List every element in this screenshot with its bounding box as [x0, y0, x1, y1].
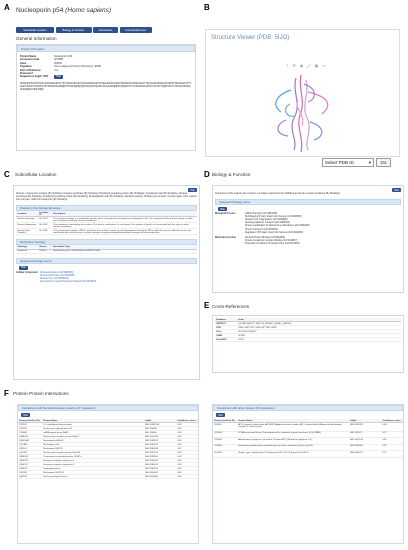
- intact-link[interactable]: EBI-750806: [144, 427, 176, 431]
- confidence-score: 0.96: [176, 427, 198, 431]
- cc-terms: Cellular Component Nuclear Envelope (GO:0005635) Nuclear Membrane (GO:0031965) Nuclear Pore (GO:0005643) Nuclear Pore Central Transport Channel (GO:0044613): [16, 271, 97, 283]
- nav-button-crossref[interactable]: Cross-References: [120, 27, 152, 33]
- viewer-toolbar: [286, 63, 326, 68]
- go-term-link[interactable]: Protein Transport (GO:0015031): [245, 228, 278, 231]
- confidence-score: 0.56: [176, 443, 198, 447]
- chevron-down-icon: ▾: [368, 159, 371, 165]
- panel-letter-c: C: [4, 170, 10, 179]
- other-interactions-table: Partner (UniProt ID) Partner Name IntAct Confidence score P63010 AP-2 complex subunit beta (AP105B) (Adaptor protein complex AP-2 subunit beta) (Adaptor-related protein complex 2 subunit beta) EBI-1052453 0.56 Q15004 PCNA-associated factor (Overexpressed in anaplastic thyroid carcinoma 2) (p15PAF) EBI-745074 0.27 P20404 Adenomatous polyposis coli protein (Protein APC) (Deleted in polyposis 2.5) EBI-1407108 0.56 O14964 Hepatocyte growth factor-regulated tyrosine kinase substrate (Protein pp110) EBI-1045862 0.78 P51953 Kinetin, type I cytokeratin 13 (Cytokeratin-13) (CK-13) (Keratin-13) (K13) EBI-1045471 0.27: [213, 419, 403, 458]
- fullscreen-icon[interactable]: ▭: [322, 63, 327, 68]
- confidence-score: 0.78: [381, 444, 403, 451]
- topology-header: Membrane Topology: [16, 239, 197, 245]
- cc-hide-button[interactable]: Hide: [19, 266, 28, 270]
- crossref-card: [212, 315, 404, 373]
- other-hide-button[interactable]: Hide: [216, 413, 225, 417]
- other-interactions-header: Interactions with other proteins (72 interactors): [213, 405, 403, 411]
- partner-name: Exosome complex component 5: [42, 463, 144, 467]
- table-row: UNIPROT Q7Z3B4 B3KXC7 B4DTS0 Q96GE7 Q96HL2 Q9BVF6: [215, 322, 401, 326]
- settings-icon[interactable]: ⚙: [292, 63, 296, 68]
- info-row: Sequence (Length: 507) Hide: [20, 75, 192, 78]
- nav-button-interactions[interactable]: Interactions: [93, 27, 118, 33]
- partner-id-link[interactable]: P37198: [18, 427, 42, 431]
- nav-button-subcellular[interactable]: Subcellular Location: [16, 27, 54, 33]
- info-row: Gene NUP54: [20, 61, 63, 65]
- biology-card: [212, 185, 404, 293]
- species-name: (Homo sapiens): [65, 7, 112, 14]
- pdb-select-group: [322, 158, 391, 167]
- partner-name: Nuclear pore complex protein Nup160: [42, 451, 144, 455]
- screenshot-icon[interactable]: ▣: [314, 63, 319, 68]
- panel-letter-b: B: [204, 3, 210, 12]
- confidence-score: 0.27: [381, 451, 403, 458]
- confidence-score: 0.56: [176, 459, 198, 463]
- partner-name: Nucleoporin NUP35: [42, 447, 144, 451]
- confidence-score: 0.47: [176, 447, 198, 451]
- subcellular-hide-button[interactable]: Hide: [188, 188, 197, 192]
- partner-id-link[interactable]: P82970: [18, 423, 42, 427]
- table-row: [18, 475, 198, 479]
- page-title: [16, 7, 201, 14]
- cc-ontology-header: Assigned Ontology terms: [16, 258, 197, 264]
- partner-id-link[interactable]: O14964: [213, 444, 237, 451]
- partner-name: Nucleoporin p54: [42, 443, 144, 447]
- general-heading: General Information: [16, 36, 57, 41]
- partner-id-link[interactable]: P20404: [213, 438, 237, 445]
- partner-name: Isoprenylcysteine: [42, 467, 144, 471]
- go-term-link[interactable]: NLS-Bearing Protein Import Into Nucleus (GO:0006607): [245, 216, 302, 219]
- info-row: Protein Name Nucleoporin p54: [20, 55, 73, 58]
- panel-c: [13, 172, 200, 380]
- intact-link[interactable]: EBI-2683500: [144, 455, 176, 459]
- partner-name: Nuclear pore glycoprotein p62: [42, 427, 144, 431]
- intact-link[interactable]: EBI-745074: [349, 431, 381, 438]
- intact-link[interactable]: EBI-2866036: [144, 447, 176, 451]
- positions-header: Position in the Nuclear Envelope: [16, 205, 197, 211]
- go-term-link[interactable]: Structural Constituent Of Nuclear Pore (GO:0017056): [245, 242, 300, 245]
- crossref-heading: Cross-References: [212, 304, 250, 309]
- confidence-score: 0.56: [176, 431, 198, 435]
- go-term-link[interactable]: Nuclear Pore Organization (GO:0006999): [245, 219, 288, 222]
- partner-name: AP-2 complex subunit beta (AP105B) (Adaptor protein complex AP-2 subunit beta) (Adaptor-related protein complex 2 subunit beta): [237, 423, 349, 432]
- ne-interactions-card: [17, 404, 199, 544]
- confidence-score: 0.56: [176, 475, 198, 479]
- biology-summary: Component of the nuclear pore complex, a complex required for the trafficking across the nuclear membrane (By Similarity).: [215, 193, 341, 195]
- protein-info-header: Protein Information: [17, 45, 195, 52]
- confidence-score: 0.56: [381, 423, 403, 432]
- subcellular-card: [13, 185, 200, 380]
- table-row: Nuclear Pore Complex SL-0185 The nuclear pore complex (NPC) constitutes the exclusive means of nucleocytoplasmic transport. NPCs allow the passive diffusion of ions and small molecules and the active, nuclear transport receptor-mediated bidirectional transport of macromolecules.: [16, 229, 197, 235]
- go-term-link[interactable]: Nuclear Pore (GO:0005643): [40, 277, 69, 280]
- partner-id-link[interactable]: Q12769: [18, 451, 42, 455]
- confidence-score: 0.27: [381, 431, 403, 438]
- mf-terms: Molecular Function Identical Protein Binding (GO:0042802) Protein-Containing Complex Binding (GO:0044877) Structural Constituent Of Nuclear Pore (GO:0017056): [215, 236, 300, 245]
- confidence-score: 0.35: [176, 423, 198, 427]
- positions-table: Location Location ID Description Nuclear Envelope SL-0178 The nuclear envelope is a membrane system which surrounds the nucleoplasm of eukaryotic cells. It is composed of the nuclear lamina, nuclear pore complexes and two nuclear membranes. Nucleus Membrane SL-0182 The membrane surrounding the nucleus. This term is used when it is not known if the protein is found in or associated with the inner or outer nuclear membrane. Nuclear Pore Complex SL-0185 The nuclear pore complex (NPC) constitutes the exclusive means of nucleocytoplasmic transport. NPCs allow the passive diffusion of ions and small molecules and the active, nuclear transport receptor-mediated bidirectional transport of macromolecules.: [16, 211, 197, 235]
- bp-terms: Biological Process mRNA Transport (GO:0051028) NLS-Bearing Protein Import Into Nucleus (GO:0006607) Nuclear Pore Organization (GO:0006999) Nucleocytoplasmic Transport (GO:0006913) Protein Localization To Nuclear Inner Membrane (GO:0036228) Protein Transport (GO:0015031) Regulation Of Protein Import Into Nucleus (GO:0042306): [215, 213, 310, 234]
- partner-name: Nuclear transport factor 2: [42, 475, 144, 479]
- go-term-link[interactable]: Nuclear Pore Central Transport Channel (GO:0044613): [40, 280, 97, 283]
- intact-link[interactable]: EBI-2685512: [144, 463, 176, 467]
- bio-ontology-header: Assigned Ontology terms: [215, 199, 401, 205]
- partner-name: Nucleoporin NUP153: [42, 471, 144, 475]
- partner-name: PCNA-associated factor (Overexpressed in anaplastic thyroid carcinoma 2) (p15PAF): [237, 431, 349, 438]
- protein-title: Nucleoporin p54: [16, 7, 64, 14]
- go-term-link[interactable]: mRNA Transport (GO:0051028): [245, 213, 278, 216]
- biology-hide-button[interactable]: Hide: [392, 188, 401, 192]
- partner-id-link[interactable]: Q9HCE7: [18, 463, 42, 467]
- nav-button-biology[interactable]: Biology & Function: [56, 27, 92, 33]
- confidence-score: 0.56: [176, 435, 198, 439]
- go-term-link[interactable]: Nucleocytoplasmic Transport (GO:0006913): [245, 222, 290, 225]
- intact-link[interactable]: EBI-1045471: [349, 451, 381, 458]
- sequence-hide-button[interactable]: Hide: [54, 75, 63, 78]
- partner-id-link[interactable]: Q9NWT6: [18, 459, 42, 463]
- table-row: [213, 423, 403, 432]
- partner-name: Adenomatous polyposis coli protein (Protein APC) (Deleted in polyposis 2.5): [237, 438, 349, 445]
- panel-e: [212, 304, 404, 373]
- panel-letter-a: A: [4, 3, 10, 12]
- partner-id-link[interactable]: P63010: [213, 423, 237, 432]
- go-term-link[interactable]: Protein-Containing Complex Binding (GO:0044877): [245, 239, 298, 242]
- partner-name: Hepatocyte growth factor-regulated tyrosine kinase substrate (Protein pp110): [237, 444, 349, 451]
- info-row: Accession Code Q7Z3B4: [20, 58, 64, 62]
- partner-name: Nuclear pore complex protein Nup37: [42, 435, 144, 439]
- confidence-score: 0.56: [381, 438, 403, 445]
- intact-link[interactable]: EBI-2685413: [144, 443, 176, 447]
- confidence-score: 0.56: [176, 467, 198, 471]
- intact-link[interactable]: EBI-1045862: [349, 444, 381, 451]
- ne-interactions-table: Partner (UniProt ID) Partner Name IntAct Confidence score P82970 2-O-methyltransferase-region EBI-10691390 0.35 P37198 Nuclear pore glycoprotein p62 EBI-750806 0.96 P78406 mRNA export factor RAE1 EBI-744656 0.56 Q8NFH4 Nuclear pore complex protein Nup37 EBI-1047404 0.56 Q8WUM0 Nucleoporin p58/p45 EBI-1049142 0.56 Q7Z3B4 Nucleoporin p54 EBI-2685413 0.56 Q9BVL2 Nucleoporin NUP35 EBI-2866036 0.47 Q12769 Nuclear pore complex protein Nup160 EBI-1057191 0.46 Q8NFH3 Centromere-associated protein CENP-L EBI-2683500 0.46 Q9NWT6 Exosome complex component 1 EBI-1045780 0.56 Q9HCE7 Exosome complex component 5 EBI-2685512 0.56 Q9H019 Isoprenylcysteine EBI-2863104 0.56 P49790 Nucleoporin NUP153 EBI-2604502 0.56 Q8N1F7 Nuclear transport factor 2 EBI-1045668 0.56: [18, 419, 198, 479]
- table-row: Nuclear Envelope SL-0178 The nuclear envelope is a membrane system which surrounds the nucleoplasm of eukaryotic cells. It is composed of the nuclear lamina, nuclear pore complexes and two nuclear membranes.: [16, 217, 197, 223]
- go-term-link[interactable]: Nuclear Membrane (GO:0031965): [40, 274, 75, 277]
- other-interactions-card: [212, 404, 404, 544]
- partner-name: Exosome complex component 1: [42, 459, 144, 463]
- camera-icon[interactable]: ◉: [299, 63, 304, 68]
- partner-name: 2-O-methyltransferase-region: [42, 423, 144, 427]
- confidence-score: 0.56: [176, 439, 198, 443]
- intact-link[interactable]: EBI-1049142: [144, 439, 176, 443]
- partner-id-link[interactable]: P78406: [18, 431, 42, 435]
- partner-id-link[interactable]: Q15004: [213, 431, 237, 438]
- confidence-score: 0.56: [176, 463, 198, 467]
- panel-letter-e: E: [204, 301, 210, 310]
- expand-icon[interactable]: ⤢: [307, 63, 311, 68]
- ne-hide-button[interactable]: Hide: [21, 413, 30, 417]
- partner-name: Nucleoporin p58/p45: [42, 439, 144, 443]
- topology-table: Topology Source Annotation Type Peripheral UniProt By Similarity (ECO:0000250|UniProtKB:P70582): [16, 245, 197, 253]
- panel-d: [212, 172, 404, 293]
- partner-name: mRNA export factor RAE1: [42, 431, 144, 435]
- intact-link[interactable]: EBI-1407108: [349, 438, 381, 445]
- table-row: DisGeNET 53371: [215, 338, 401, 342]
- partner-id-link[interactable]: P51953: [213, 451, 237, 458]
- intact-link[interactable]: EBI-2863104: [144, 467, 176, 471]
- subcellular-heading: Subcellular Location: [15, 172, 57, 177]
- table-row: Pfam PF13874 PF18437: [215, 330, 401, 334]
- intact-link[interactable]: EBI-1045668: [144, 475, 176, 479]
- table-row: OMIM 607607: [215, 334, 401, 338]
- intact-link[interactable]: EBI-2604502: [144, 471, 176, 475]
- viewer-title: Structure Viewer (PDB: 5IJO): [211, 35, 290, 41]
- intact-link[interactable]: EBI-1047404: [144, 435, 176, 439]
- go-term-link[interactable]: Regulation Of Protein Import Into Nucleus (GO:0042306): [245, 231, 303, 234]
- biology-heading: Biology & Function: [212, 172, 251, 177]
- partner-name: Kinetin, type I cytokeratin 13 (Cytokeratin-13) (CK-13) (Keratin-13) (K13): [237, 451, 349, 458]
- panel-letter-f: F: [4, 389, 9, 398]
- table-row: [213, 451, 403, 458]
- table-row: PDB 4JNU 4JNV 5IJO 5IJN 5IJP 7R5J 7R5K: [215, 326, 401, 330]
- sequence-text: MAFNFGAPSGTSGTAAATAAPAGGFGGFGTTSGTFGGFGSFGGTAASTAAASGFGGFSTSSGFGGFGGTSAATSSGFGGFGTGSGFGGFGTTSGFGGFGAGSGFGGFGQPSTSSGGFGGFGTTSAAATSAAFGTTGFGGFGTSTSSGFGSFGAQPQPSTFGAFGQPQQTQPFGGFGGTSQAAPLAFSLGAFGQQPAATQSGFGTGTLFGGGSSAFGAPSLFSTGATTSQSTGFGTTTAFAAATPASSLGFGGQPQALFNSFGQNQ: [20, 81, 191, 91]
- info-row: Part of Reference Proteome? Yes: [20, 68, 59, 76]
- panel-b: [205, 7, 403, 167]
- ppi-heading: Protein-Protein Interactions: [13, 391, 69, 396]
- crossref-table: Database Links UNIPROT Q7Z3B4 B3KXC7 B4DTS0 Q96GE7 Q96HL2 Q9BVF6 PDB 4JNU 4JNV 5IJO 5IJN 5IJP 7R5J 7R5K Pfam PF13874 PF18437 OMIM 607607 DisGeNET 53371: [215, 318, 401, 342]
- confidence-score: 0.46: [176, 455, 198, 459]
- help-icon[interactable]: ?: [286, 63, 289, 68]
- intact-link[interactable]: EBI-744656: [144, 431, 176, 435]
- go-button[interactable]: Go: [376, 158, 391, 167]
- go-term-link[interactable]: Nuclear Envelope (GO:0005635): [40, 271, 74, 274]
- info-row: Organism Homo sapiens (Human) (Taxonomy: 9606): [20, 65, 102, 69]
- intact-link[interactable]: EBI-1057191: [144, 451, 176, 455]
- protein-info-card: [16, 44, 196, 151]
- intact-link[interactable]: EBI-1045780: [144, 459, 176, 463]
- structure-viewer[interactable]: [205, 29, 400, 157]
- partner-id-link[interactable]: Q7Z3B4: [18, 443, 42, 447]
- table-row: Nucleus Membrane SL-0182 The membrane surrounding the nucleus. This term is used when it is not known if the protein is found in or associated with the inner or outer nuclear membrane.: [16, 223, 197, 229]
- partner-id-link[interactable]: Q9H019: [18, 467, 42, 471]
- intact-link[interactable]: EBI-1052453: [349, 423, 381, 432]
- confidence-score: 0.56: [176, 471, 198, 475]
- partner-id-link[interactable]: Q9BVL2: [18, 447, 42, 451]
- partner-id-link[interactable]: Q8NFH3: [18, 455, 42, 459]
- panel-f: [13, 391, 404, 396]
- subcellular-summary: Nucleus, nuclear pore complex (By Similarity). Nucleus membrane (By Similarity); Peripheral membrane protein (By Similarity); Cytoplasmic side (By Similarity). Nucleus membrane (By Similarity); Peripheral membrane protein (By Similarity); Nucleoplasmic side (By Similarity). Nuclear envelope; Nuclear pore complex. Central region of the nuclear pore complex, within the transporter (By Similarity).: [16, 193, 197, 202]
- confidence-score: 0.46: [176, 451, 198, 455]
- partner-id-link[interactable]: Q8WUM0: [18, 439, 42, 443]
- panel-a: [16, 7, 201, 151]
- pdb-select[interactable]: Select PDB ID ▾: [322, 158, 374, 167]
- protein-structure-image: [246, 70, 356, 155]
- partner-id-link[interactable]: Q8NFH4: [18, 435, 42, 439]
- partner-name: Centromere-associated protein CENP-L: [42, 455, 144, 459]
- intact-link[interactable]: EBI-10691390: [144, 423, 176, 427]
- partner-id-link[interactable]: Q8N1F7: [18, 475, 42, 479]
- panel-letter-d: D: [204, 170, 210, 179]
- partner-id-link[interactable]: P49790: [18, 471, 42, 475]
- ne-interactions-header: Interactions with Nuclear Envelope proteins (17 interactors): [18, 405, 198, 411]
- table-row: Peripheral UniProt By Similarity (ECO:0000250|UniProtKB:P70582): [16, 249, 197, 253]
- bio-go-hide-button[interactable]: Hide: [218, 207, 227, 211]
- go-term-link[interactable]: Identical Protein Binding (GO:0042802): [245, 236, 286, 239]
- go-term-link[interactable]: Protein Localization To Nuclear Inner Membrane (GO:0036228): [245, 225, 310, 228]
- section-nav: [16, 27, 201, 33]
